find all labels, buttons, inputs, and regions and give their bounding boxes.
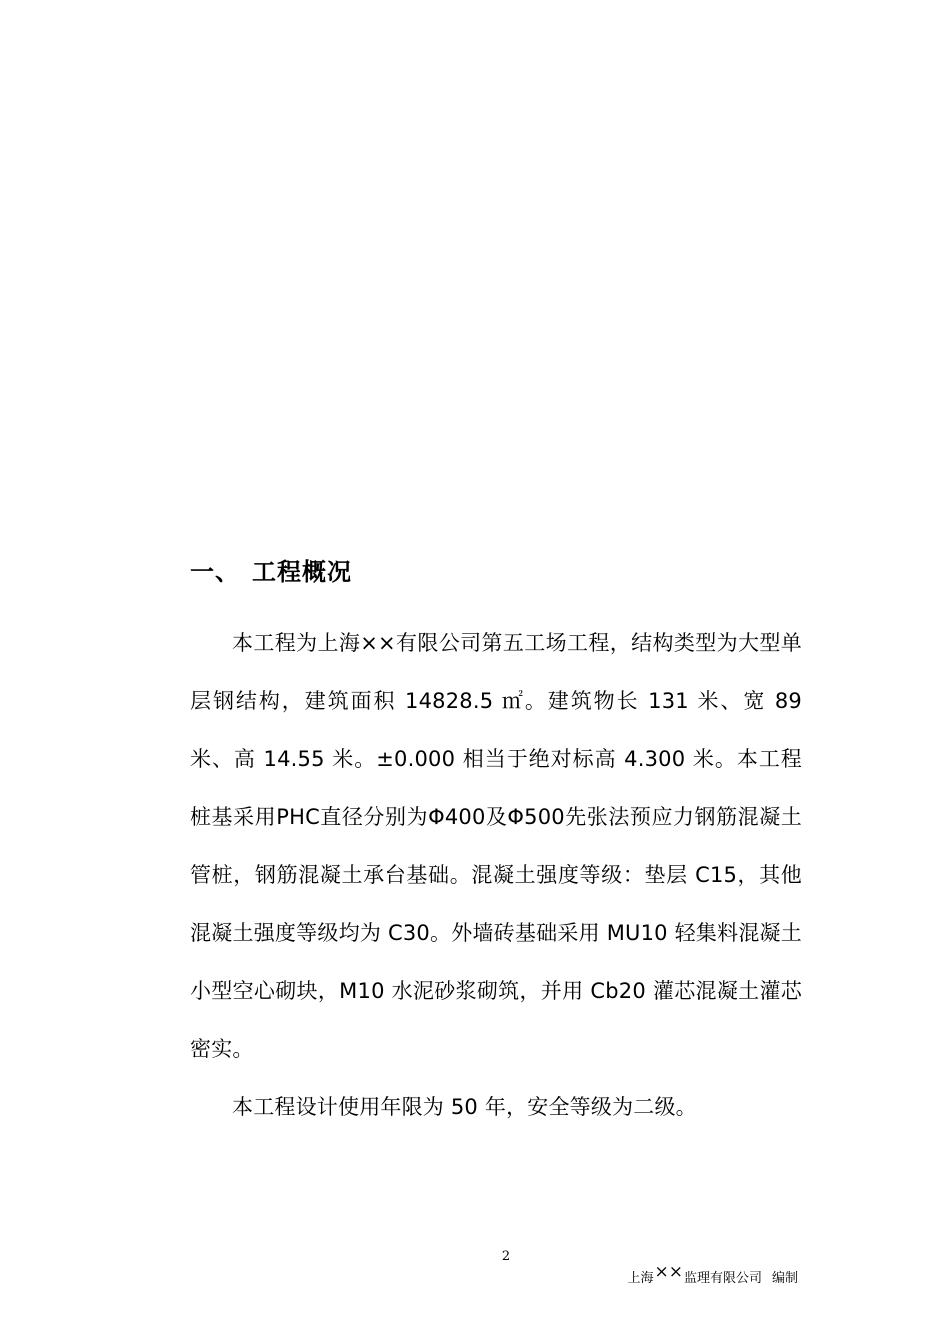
section-heading	[190, 552, 352, 587]
paragraph-design-life: 本工程设计使用年限为 50 年，安全等级为二级。	[232, 1095, 697, 1119]
footer-company-prefix: 上海	[627, 1271, 654, 1286]
footer-action: 编制	[771, 1271, 798, 1286]
page-number: 2	[501, 1249, 511, 1264]
section-title: 工程概况	[252, 558, 352, 586]
section-number: 一、	[190, 558, 240, 586]
body-text	[190, 614, 802, 1136]
paragraph-project-overview: 本工程为上海××有限公司第五工场工程，结构类型为大型单层钢结构，建筑面积 14828.5 ㎡。建筑物长 131 米、宽 89 米、高 14.55 米。±0.000 相当于绝对标高 4.300 米。本工程桩基采用PHC直径分别为Φ400及Φ500先张法预应力钢筋混凝土管桩，钢筋混凝土承台基础。混凝土强度等级：垫层 C15，其他混凝土强度等级均为 C30。外墙砖基础采用 MU10 轻集料混凝土小型空心砌块，M10 水泥砂浆砌筑，并用 Cb20 灌芯混凝土灌芯密实。	[190, 631, 802, 1061]
footer-company-mark: ××	[654, 1262, 683, 1282]
footer-company	[627, 1262, 798, 1286]
footer-company-suffix: 监理有限公司	[683, 1271, 762, 1286]
